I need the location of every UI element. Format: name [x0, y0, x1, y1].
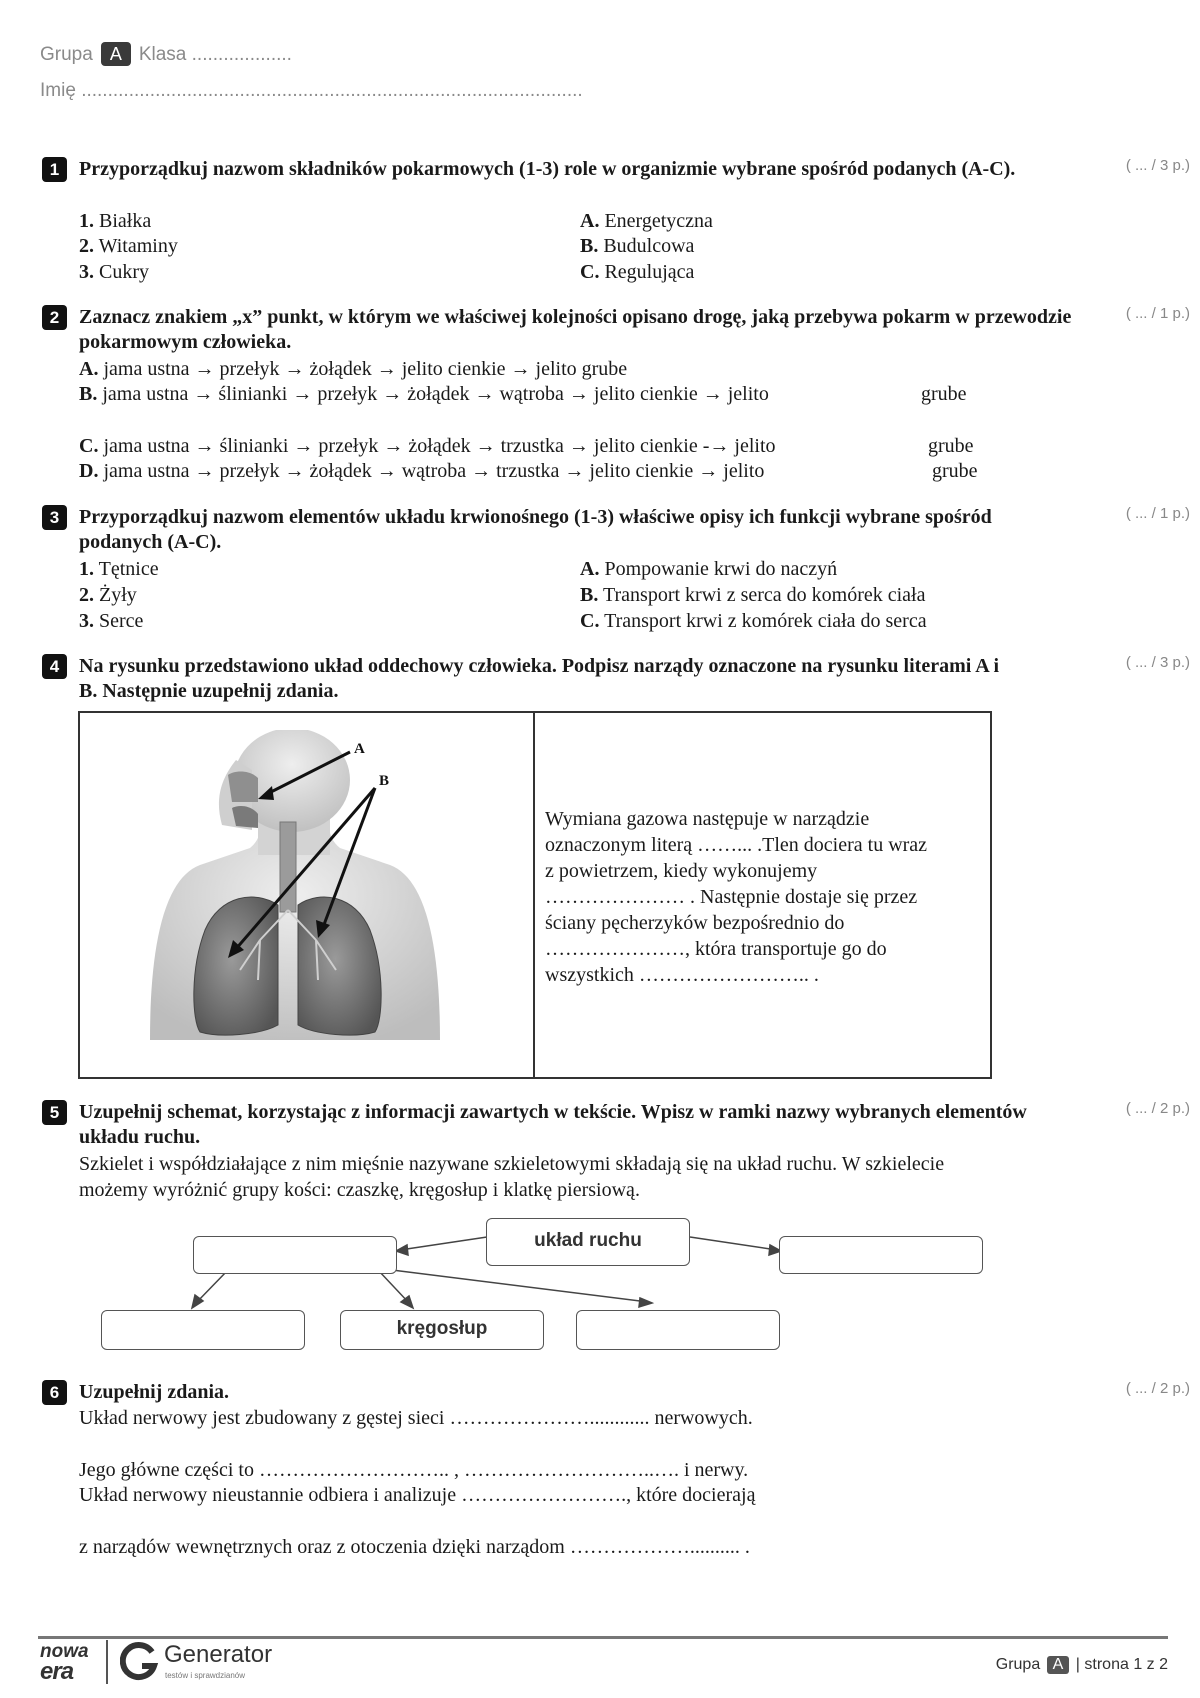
question-2-title: Zaznacz znakiem „x” punkt, w którym we właściwej kolejności opisano drogę, jaką przebywa pokarm w przewodzie pokarmowym człowieka. [79, 306, 1072, 353]
footer-page-number: | strona 1 z 2 [1075, 1656, 1168, 1673]
respiratory-system-illustration [140, 730, 470, 1040]
q6-sentence[interactable]: z narządów wewnętrznych oraz z otoczenia dzięki narządom ……………….......... . [79, 1536, 750, 1558]
question-1-number: 1 [42, 157, 67, 182]
q1-left-item: 3. Cukry [79, 261, 149, 283]
q2-option-d[interactable]: D. jama ustna → przełyk → żołądek → wątroba → trzustka → jelito cienkie → jelito grube [79, 460, 978, 482]
question-5-points: ( ... / 2 p.) [1125, 1100, 1190, 1117]
question-1-points: ( ... / 3 p.) [1125, 157, 1190, 174]
label-a: A [354, 741, 365, 757]
q4-text-line: …………………, która transportuje go do [545, 938, 887, 960]
question-4-points: ( ... / 3 p.) [1125, 654, 1190, 671]
name-label: Imię [40, 80, 76, 101]
q2-option-a[interactable]: A. jama ustna → przełyk → żołądek → jelito cienkie → jelito grube [79, 358, 628, 380]
question-2-points: ( ... / 1 p.) [1125, 305, 1190, 322]
q4-text-line: Wymiana gazowa następuje w narządzie [545, 808, 870, 830]
q4-text-line: z powietrzem, kiedy wykonujemy [545, 860, 818, 882]
answer-box-left[interactable] [193, 1236, 397, 1274]
answer-box-bottom-right[interactable] [576, 1310, 780, 1350]
class-label: Klasa [138, 44, 187, 65]
question-2-number: 2 [42, 305, 67, 330]
question-4-number: 4 [42, 654, 67, 679]
question-1-title: Przyporządkuj nazwom składników pokarmowych (1-3) role w organizmie wybrane spośród podanych (A-C). [79, 158, 1016, 180]
q3-right-item: A. Pompowanie krwi do naczyń [580, 558, 838, 580]
q4-text-line: oznaczonym literą ……... .Tlen dociera tu wraz [545, 834, 928, 856]
question-5-title: Uzupełnij schemat, korzystając z informacji zawartych w tekście. Wpisz w ramki nazwy wybranych elementów układu ruchu. [79, 1101, 1027, 1148]
q5-text-line: Szkielet i współdziałające z nim mięśnie nazywane szkieletowymi składają się na układ ruchu. W szkielecie [79, 1153, 945, 1175]
q1-right-item: B. Budulcowa [580, 235, 695, 257]
answer-box-right[interactable] [779, 1236, 983, 1274]
footer-rule [38, 1636, 1168, 1639]
group-badge: A [101, 42, 131, 66]
generator-g-icon [120, 1642, 160, 1682]
q4-text-line: wszystkich …………………….. . [545, 964, 819, 986]
group-class-row [40, 42, 292, 66]
question-5-number: 5 [42, 1100, 67, 1125]
question-3-number: 3 [42, 505, 67, 530]
nowa-era-logo: nowa era [40, 1641, 89, 1685]
q1-left-item: 1. Białka [79, 210, 152, 232]
q4-fill-in-text[interactable] [545, 806, 985, 988]
q1-left-item: 2. Witaminy [79, 235, 178, 257]
q1-right-item: C. Regulująca [580, 261, 695, 283]
label-b: B [379, 773, 390, 789]
generator-subtitle: testów i sprawdzianów [165, 1671, 246, 1680]
q2-option-b[interactable]: B. jama ustna → ślinianki → przełyk → żołądek → wątroba → jelito cienkie → jelito grube [79, 383, 967, 405]
name-field[interactable]: ............................................................................................... [81, 80, 583, 101]
question-3-title: Przyporządkuj nazwom elementów układu krwionośnego (1-3) właściwe opisy ich funkcji wybrane spośród podanych (A-C). [79, 506, 992, 553]
name-row [40, 80, 583, 102]
q2-option-c[interactable]: C. jama ustna → ślinianki → przełyk → żołądek → trzustka → jelito cienkie -→ jelito grube [79, 435, 974, 457]
question-4-title: Na rysunku przedstawiono układ oddechowy człowieka. Podpisz narządy oznaczone na rysunku literami A i B. Następnie uzupełnij zdania. [79, 655, 1000, 702]
q4-text-line: ściany pęcherzyków bezpośrednio do [545, 912, 845, 934]
q1-right-item: A. Energetyczna [580, 210, 713, 232]
q3-left-item: 2. Żyły [79, 584, 137, 606]
q3-left-item: 1. Tętnice [79, 558, 159, 580]
q6-sentence[interactable]: Układ nerwowy jest zbudowany z gęstej sieci …………………............ nerwowych. [79, 1407, 753, 1429]
box-uklad-ruchu: układ ruchu [486, 1218, 690, 1266]
q3-right-item: B. Transport krwi z serca do komórek ciała [580, 584, 926, 606]
class-field[interactable]: ................... [191, 44, 292, 65]
answer-box-bottom-left[interactable] [101, 1310, 305, 1350]
question-6-title: Uzupełnij zdania. [79, 1381, 230, 1403]
q3-left-item: 3. Serce [79, 610, 144, 632]
question-6-points: ( ... / 2 p.) [1125, 1380, 1190, 1397]
generator-brand: Generator [164, 1641, 273, 1668]
group-label: Grupa [40, 44, 93, 65]
box-kregoslup: kręgosłup [340, 1310, 544, 1350]
q3-right-item: C. Transport krwi z komórek ciała do serca [580, 610, 927, 632]
question-6-number: 6 [42, 1380, 67, 1405]
q4-table-divider [533, 711, 535, 1079]
footer-group-label: Grupa [995, 1656, 1041, 1673]
question-3-points: ( ... / 1 p.) [1125, 505, 1190, 522]
q4-text-line: ………………… . Następnie dostaje się przez [545, 886, 918, 908]
footer-group-badge: A [1047, 1656, 1070, 1674]
footer-logo-separator [106, 1640, 108, 1684]
q5-text-line: możemy wyróżnić grupy kości: czaszkę, kręgosłup i klatkę piersiową. [79, 1179, 640, 1201]
q6-sentence[interactable]: Układ nerwowy nieustannie odbiera i analizuje ……………………., które docierają [79, 1484, 756, 1506]
footer-page-info [996, 1656, 1168, 1674]
q6-sentence[interactable]: Jego główne części to ……………………….. , ………………………..…. i nerwy. [79, 1459, 749, 1481]
